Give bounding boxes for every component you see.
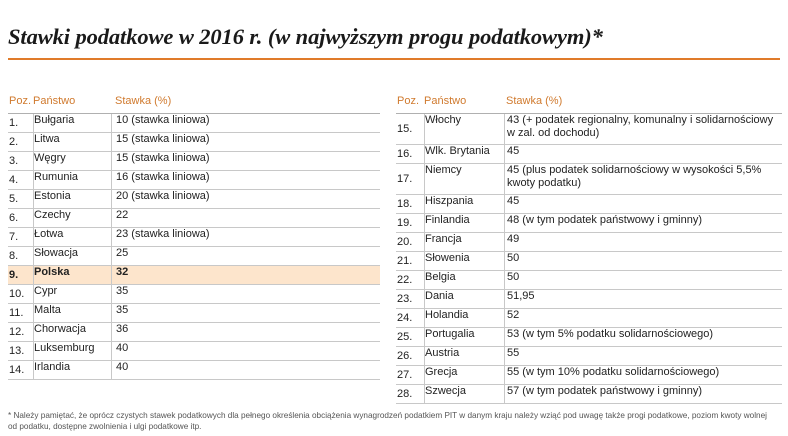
header-rate: Stawka (%): [115, 95, 172, 107]
table-row: [8, 304, 380, 323]
cell-rate: 20 (stawka liniowa): [111, 190, 380, 208]
table-row: [396, 385, 782, 404]
tax-table-left: [8, 95, 380, 380]
cell-poz: 6.: [9, 212, 19, 224]
cell-country: Chorwacja: [33, 323, 111, 341]
cell-country: Węgry: [33, 152, 111, 170]
table-row: [396, 328, 782, 347]
cell-rate: 22: [111, 209, 380, 227]
cell-country: Grecja: [424, 366, 504, 384]
cell-rate: 50: [504, 271, 782, 289]
header-country: Państwo: [33, 95, 76, 107]
cell-country: Irlandia: [33, 361, 111, 379]
table-row: [396, 309, 782, 328]
cell-rate: 53 (w tym 5% podatku solidarnościowego): [504, 328, 782, 346]
cell-rate: 45: [504, 195, 782, 213]
cell-country: Portugalia: [424, 328, 504, 346]
page-title: Stawki podatkowe w 2016 r. (w najwyższym progu podatkowym)*: [8, 24, 603, 49]
table-body: [396, 114, 782, 404]
cell-country: Niemcy: [424, 164, 504, 194]
cell-rate: 55 (w tym 10% podatku solidarnościowego): [504, 366, 782, 384]
cell-country: Francja: [424, 233, 504, 251]
table-row: [396, 271, 782, 290]
table-row: [8, 342, 380, 361]
table-row: [396, 145, 782, 164]
cell-rate: 51,95: [504, 290, 782, 308]
cell-rate: 40: [111, 342, 380, 360]
cell-country: Słowacja: [33, 247, 111, 265]
cell-country: Luksemburg: [33, 342, 111, 360]
table-row: [8, 285, 380, 304]
cell-poz: 28.: [397, 388, 413, 400]
table-row: [8, 133, 380, 152]
cell-poz: 8.: [9, 250, 19, 262]
table-row: [8, 247, 380, 266]
table-body: [8, 114, 380, 380]
cell-poz: 22.: [397, 274, 413, 286]
cell-country: Słowenia: [424, 252, 504, 270]
cell-poz: 4.: [9, 174, 19, 186]
cell-rate: 55: [504, 347, 782, 365]
cell-country: Bułgaria: [33, 114, 111, 132]
cell-poz: 1.: [9, 117, 19, 129]
cell-rate: 45 (plus podatek solidarnościowy w wysokości 5,5% kwoty podatku): [504, 164, 782, 194]
title-divider: [8, 58, 780, 60]
cell-rate: 10 (stawka liniowa): [111, 114, 380, 132]
header-poz: Poz.: [9, 95, 32, 107]
cell-poz: 27.: [397, 369, 413, 381]
cell-poz: 11.: [9, 307, 24, 319]
cell-rate: 32: [111, 266, 380, 284]
cell-country: Rumunia: [33, 171, 111, 189]
table-row: [396, 164, 782, 195]
cell-poz: 13.: [9, 345, 25, 357]
cell-poz: 19.: [397, 217, 413, 229]
cell-country: Łotwa: [33, 228, 111, 246]
table-row: [8, 361, 380, 380]
cell-poz: 7.: [9, 231, 19, 243]
cell-poz: 10.: [9, 288, 25, 300]
cell-rate: 52: [504, 309, 782, 327]
cell-rate: 36: [111, 323, 380, 341]
cell-country: Holandia: [424, 309, 504, 327]
table-header: [8, 95, 380, 114]
table-row: [396, 233, 782, 252]
cell-poz: 16.: [397, 148, 413, 160]
table-row: [396, 214, 782, 233]
header-rate: Stawka (%): [506, 95, 563, 107]
cell-rate: 16 (stawka liniowa): [111, 171, 380, 189]
table-row: [396, 366, 782, 385]
table-row: [396, 290, 782, 309]
cell-country: Szwecja: [424, 385, 504, 403]
table-row: [8, 323, 380, 342]
cell-poz: 25.: [397, 331, 413, 343]
cell-poz: 14.: [9, 364, 25, 376]
cell-poz: 21.: [397, 255, 413, 267]
cell-rate: 25: [111, 247, 380, 265]
cell-rate: 15 (stawka liniowa): [111, 152, 380, 170]
cell-country: Finlandia: [424, 214, 504, 232]
cell-rate: 40: [111, 361, 380, 379]
table-row: [396, 195, 782, 214]
table-row: [396, 252, 782, 271]
tax-table-right: [396, 95, 782, 404]
cell-country: Estonia: [33, 190, 111, 208]
footnote: * Należy pamiętać, że oprócz czystych stawek podatkowych dla pełnego określenia obciążenia wynagrodzeń podatkiem PIT w danym kraju należy wziąć pod uwagę także progi podatkowe, poziom kwoty wolnej od podatku, dostępne zwolnienia i ulgi podatkowe itp.: [8, 411, 767, 431]
cell-country: Dania: [424, 290, 504, 308]
cell-poz: 18.: [397, 198, 413, 210]
cell-poz: 2.: [9, 136, 19, 148]
cell-rate: 35: [111, 285, 380, 303]
table-row: [8, 209, 380, 228]
cell-country: Cypr: [33, 285, 111, 303]
cell-rate: 15 (stawka liniowa): [111, 133, 380, 151]
table-row: [8, 171, 380, 190]
cell-country: Wlk. Brytania: [424, 145, 504, 163]
cell-rate: 48 (w tym podatek państwowy i gminny): [504, 214, 782, 232]
cell-poz: 5.: [9, 193, 19, 205]
cell-poz: 3.: [9, 155, 19, 167]
table-row: [396, 114, 782, 145]
cell-rate: 35: [111, 304, 380, 322]
cell-poz: 26.: [397, 350, 413, 362]
cell-country: Litwa: [33, 133, 111, 151]
cell-poz: 9.: [9, 269, 19, 281]
cell-rate: 23 (stawka liniowa): [111, 228, 380, 246]
cell-rate: 45: [504, 145, 782, 163]
header-poz: Poz.: [397, 95, 420, 107]
cell-country: Belgia: [424, 271, 504, 289]
cell-poz: 15.: [397, 123, 413, 135]
cell-rate: 50: [504, 252, 782, 270]
table-row: [8, 266, 380, 285]
cell-country: Hiszpania: [424, 195, 504, 213]
table-row: [8, 228, 380, 247]
table-header: [396, 95, 782, 114]
cell-country: Czechy: [33, 209, 111, 227]
header-country: Państwo: [424, 95, 467, 107]
cell-rate: 57 (w tym podatek państwowy i gminny): [504, 385, 782, 403]
cell-country: Włochy: [424, 114, 504, 144]
cell-poz: 17.: [397, 173, 413, 185]
cell-country: Austria: [424, 347, 504, 365]
cell-country: Polska: [33, 266, 111, 284]
cell-poz: 24.: [397, 312, 413, 324]
table-row: [8, 114, 380, 133]
cell-poz: 12.: [9, 326, 25, 338]
table-row: [8, 190, 380, 209]
table-row: [396, 347, 782, 366]
table-row: [8, 152, 380, 171]
cell-rate: 43 (+ podatek regionalny, komunalny i solidarnościowy w zal. od dochodu): [504, 114, 782, 144]
cell-poz: 23.: [397, 293, 413, 305]
cell-poz: 20.: [397, 236, 413, 248]
cell-country: Malta: [33, 304, 111, 322]
cell-rate: 49: [504, 233, 782, 251]
